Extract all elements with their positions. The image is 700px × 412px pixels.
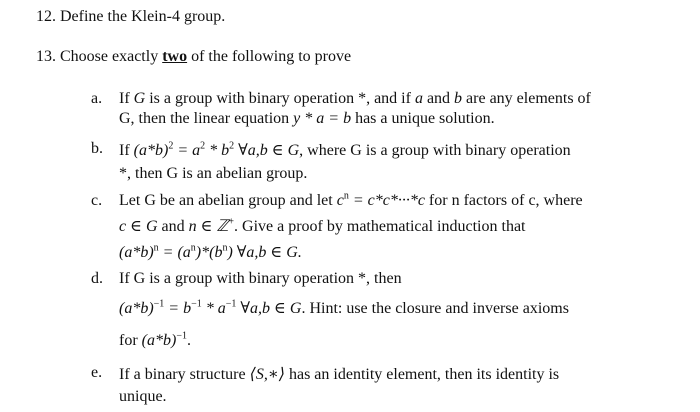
emphasis-two: two [162,48,188,65]
math: = b [164,300,192,317]
math: (a*b) [133,142,169,159]
item-b-line-1 [119,140,571,160]
item-c-line-3 [119,242,302,262]
text: If a binary structure [119,366,246,383]
math: (a*b) [119,300,154,317]
question-text-pre: Choose exactly [60,48,159,65]
math: * b [205,142,230,159]
item-c-marker: c. [91,192,103,209]
math: a [414,90,423,107]
text: are any elements of [466,90,591,107]
math: G [133,90,146,107]
item-e-line-2: unique. [119,388,167,405]
math: n ∈ ℤ [188,218,229,235]
text: for n factors of c, where [428,192,583,209]
exponent: 2 [200,140,206,152]
math: ) ∀a,b ∈ G. [227,244,302,261]
item-c-line-1 [119,192,583,210]
exponent: −1 [225,298,237,310]
exponent: −1 [153,298,165,310]
item-c-line-2 [119,216,525,236]
item-d-line-1: If G is a group with binary operation *, then [119,270,402,287]
item-a-line-2 [119,110,495,128]
math: c [336,192,344,209]
question-12 [36,8,225,26]
text: and [426,90,451,107]
text: If [119,142,130,159]
exponent: n [153,242,159,254]
text: and [161,218,185,235]
question-text: Define the Klein-4 group. [60,8,226,25]
text: has a unique solution. [355,110,495,127]
exponent: −1 [176,330,187,342]
question-text-post: of the following to prove [191,48,352,65]
text: , where G is a group with binary operation [299,142,571,159]
item-d-line-3 [119,332,191,350]
math: (a*b) [119,244,154,261]
item-a-line-1 [119,90,591,108]
question-number: 12. [36,8,56,25]
item-e-line-1 [119,364,559,384]
question-number: 13. [36,48,56,65]
math: ⟨S,∗⟩ [249,366,285,383]
math: b [454,90,463,107]
math: )*(b [195,244,223,261]
item-d-marker: d. [91,270,103,287]
item-b-marker: b. [91,140,103,157]
exponent: n [222,242,228,254]
item-b-line-2: *, then G is an abelian group. [119,165,308,182]
math: = c*c*···*c [348,192,425,209]
math: = (a [158,244,191,261]
text: for [119,332,138,349]
question-13 [36,48,351,66]
math: ∀a,b ∈ G [234,142,300,159]
math: = a [173,142,201,159]
text: has an identity element, then its identity is [288,366,560,383]
math: (a*b) [141,332,177,349]
exponent: −1 [191,298,202,310]
item-e-marker: e. [91,364,103,381]
text: If [119,90,130,107]
math: * a [201,300,226,317]
text: G, then the linear equation [119,110,290,127]
text: . Hint: use the closure and inverse axioms [301,300,569,317]
exponent: 2 [168,140,174,152]
text: . [186,332,191,349]
item-a-marker: a. [91,90,103,107]
text: Let G be an abelian group and let [119,192,333,209]
exponent: + [228,216,235,228]
exponent: n [343,190,349,202]
exponent: 2 [229,140,235,152]
text: is a group with binary operation *, and if [149,90,411,107]
math: y * a = b [293,110,352,127]
math: c ∈ G [119,218,158,235]
text: . Give a proof by mathematical induction that [234,218,526,235]
item-d-line-2 [119,298,569,318]
math: ∀a,b ∈ G [236,300,302,317]
exponent: n [190,242,196,254]
